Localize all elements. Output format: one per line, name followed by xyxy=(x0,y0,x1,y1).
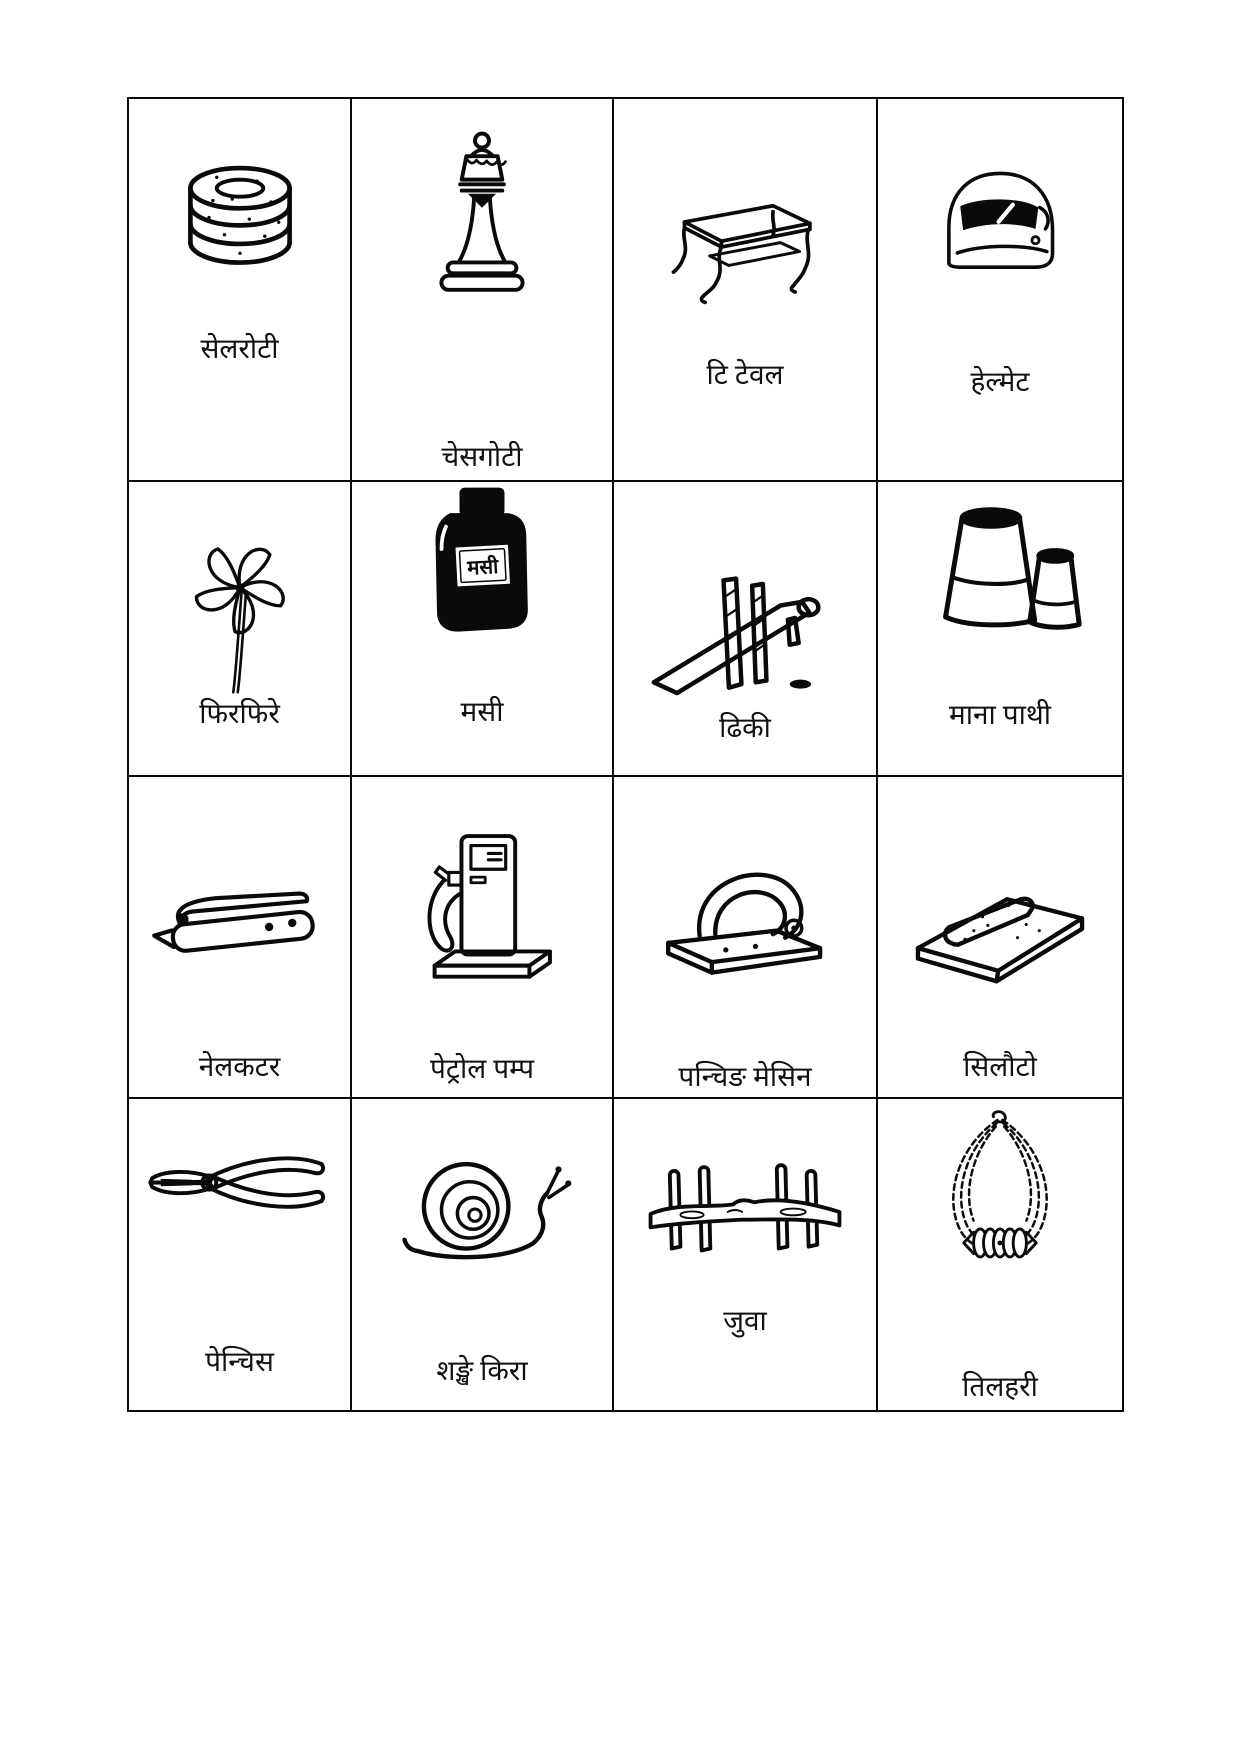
tea-table-icon xyxy=(649,191,841,309)
card-label: तिलहरी xyxy=(962,1372,1038,1403)
card-label: नेलकटर xyxy=(198,1052,281,1083)
card-yoke xyxy=(614,1099,878,1410)
card-label: हेल्मेट xyxy=(970,367,1030,398)
card-petrol-pump xyxy=(352,777,614,1099)
card-dhiki xyxy=(614,482,878,777)
nail-cutter-icon xyxy=(144,869,336,981)
card-label: शङ्खे किरा xyxy=(436,1356,528,1387)
card-silauto xyxy=(878,777,1122,1099)
card-sel-roti xyxy=(129,99,352,482)
card-snail xyxy=(352,1099,614,1410)
card-tilhari xyxy=(878,1099,1122,1410)
card-punching-machine xyxy=(614,777,878,1099)
card-ink xyxy=(352,482,614,777)
snail-icon xyxy=(391,1143,573,1275)
card-mana-pathi xyxy=(878,482,1122,777)
card-pliers xyxy=(129,1099,352,1410)
silauto-icon xyxy=(904,843,1096,993)
card-label: सिलौटो xyxy=(963,1052,1037,1083)
card-label: फिरफिरे xyxy=(199,699,280,730)
pinwheel-icon xyxy=(165,524,315,696)
card-label: ढिकी xyxy=(719,713,771,744)
flashcard-grid xyxy=(127,97,1124,1412)
card-label: सेलरोटी xyxy=(200,334,279,365)
petrol-pump-icon xyxy=(403,795,561,1017)
card-label: टि टेवल xyxy=(706,360,784,391)
card-label: मसी xyxy=(460,697,504,728)
helmet-icon xyxy=(929,157,1071,295)
card-label: चेसगोटी xyxy=(441,442,523,473)
card-nail-cutter xyxy=(129,777,352,1099)
card-chess-piece xyxy=(352,99,614,482)
card-label: माना पाथी xyxy=(948,700,1052,731)
mana-pathi-icon xyxy=(918,490,1083,640)
card-helmet xyxy=(878,99,1122,482)
ink-bottle-icon xyxy=(415,484,550,639)
card-label: पन्चिङ मेसिन xyxy=(678,1062,812,1093)
punching-machine-icon xyxy=(649,829,841,1001)
tilhari-icon xyxy=(918,1107,1083,1279)
yoke-icon xyxy=(639,1147,851,1273)
ink-bottle-label-text: मसी xyxy=(466,556,499,580)
card-pinwheel xyxy=(129,482,352,777)
card-tea-table xyxy=(614,99,878,482)
dhiki-icon xyxy=(643,550,848,702)
sel-roti-icon xyxy=(162,139,317,304)
chess-piece-icon xyxy=(420,125,545,303)
card-label: पेट्रोल पम्प xyxy=(430,1054,534,1085)
card-label: पेन्चिस xyxy=(205,1347,274,1378)
pliers-icon xyxy=(139,1127,341,1239)
card-label: जुवा xyxy=(723,1306,767,1337)
